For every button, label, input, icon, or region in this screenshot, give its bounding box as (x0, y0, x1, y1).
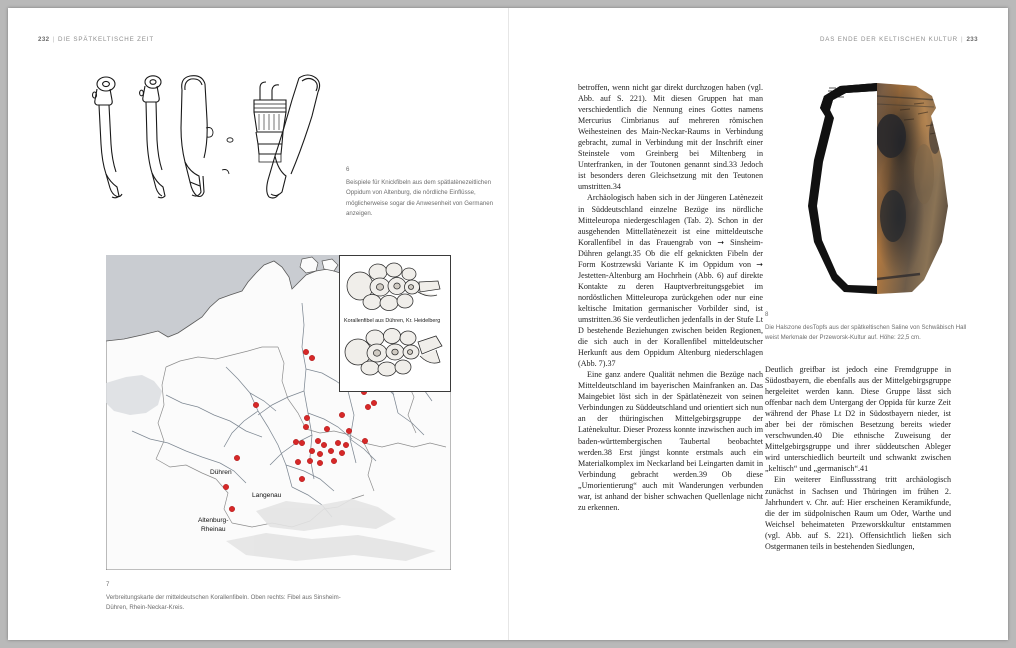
body-paragraph: Ein weiterer Einflussstrang tritt archäologisch zunächst in Sachsen und Thüringen im frühen 2. Jahrhundert v. Chr. auf: Hier erscheinen Keramikfunde, die der im südpolnischen Raum um Oder, Warthe und Weichsel beheimateten Przeworskkultur entstammen (vgl. Abb. auf S. 221). Offensichtlich ließen sich Ostgermanen teils in bestehenden Siedlungen, (765, 475, 951, 551)
map-label-duehren: Dühren (210, 469, 232, 476)
running-head-left-title: DIE SPÄTKELTISCHE ZEIT (58, 36, 154, 43)
fibula-fragments (206, 128, 233, 175)
figure-7-caption (106, 580, 341, 614)
body-paragraph: betroffen, wenn nicht gar direkt durchzogen haben (vgl. Abb. auf S. 221). Mit diesen Gruppen hat man verschiedentlich die Nennung eines Gottes namens Mercurius Cimbrianus auf mehreren römischen Weihesteinen des Main-Neckar-Raums in Verbindung gebracht, zumal in Verbindung mit der Inschrift einer Steinstele vom Greinberg bei Miltenberg in Unterfranken, in der Toutonen genannt sind.33 Jedoch ist besonders deren Gleichsetzung mit den Teutonen umstritten.34 (578, 83, 763, 192)
map-label-langenau: Langenau (252, 492, 282, 499)
figure-7-inset (339, 255, 451, 392)
running-head-right (820, 36, 978, 43)
folio-separator-left: | (52, 36, 55, 43)
body-paragraph: Archäologisch haben sich in der Jüngeren Latènezeit in Süddeutschland einzelne Bezüge ins nördliche Mitteleuropa niedergeschlagen (Tab. 2). Schon in der ausgehenden Mittellatènezeit ist eine mitteldeutsche Korallenfibel in das Frauengrab von ➞ Sinsheim-Dühren gelangt.35 Ob die elf geknickten Fibeln der Form Kostrzewski Variante K im Oppidum von ➞ Jestetten-Altenburg am Hochrhein (Abb. 6) auf direkte Kontakte zu deren Hauptverbreitungsgebiet im nordöstlichen Mitteleuropa zurückgehen oder nur eine keltische Imitation germanischer Vorbilder sind, ist umstritten.36 Sie verdeutlichen jedenfalls in der Stufe Lt D bestehende Beziehungen zwischen beiden Regionen, die sich auch in der Korallenfibel mitteldeutscher Herkunft aus dem Oppidum Altenburg niederschlagen (Abb. 7).37 (578, 193, 763, 369)
folio-right: 233 (966, 36, 978, 43)
page-gutter (508, 8, 509, 640)
figure-7-distribution-map (106, 255, 451, 570)
fibula-drawing-4 (254, 82, 286, 162)
running-head-right-title: DAS ENDE DER KELTISCHEN KULTUR (819, 36, 958, 43)
folio-separator-right: | (961, 36, 964, 43)
figure-6-number: 6 (346, 166, 350, 173)
figure-6-caption-text: Beispiele für Knickfibeln aus dem spätlatènezeitlichen Oppidum von Altenburg, die nördliche Einflüsse, möglicherweise sogar die Anwesenheit von Germanen anzeigen. (346, 178, 494, 218)
figure-7-inset-caption: Korallenfibel aus Dühren, Kr. Heidelberg (344, 318, 441, 324)
figure-8-pot (792, 74, 962, 302)
figure-6-fibula-drawings (86, 70, 326, 210)
fibula-drawing-2 (140, 76, 165, 198)
coral-brooch-top (347, 263, 440, 311)
figure-7-number: 7 (106, 581, 110, 588)
folio-left: 232 (38, 36, 50, 43)
coral-brooch-bottom (345, 329, 442, 377)
running-head-left (38, 36, 154, 43)
body-paragraph: Eine ganz andere Qualität nehmen die Bezüge nach Mitteldeutschland im bayerischen Mainfranken an. Das Maingebiet löst sich in der Spätlatènezeit von seinen Verbindungen zu Süddeutschland und orientiert sich nun an der thüringischen Mittelgebirgsgruppe der Latènekultur. Dieser Prozess konnte inzwischen auch im baden-württembergischen Taubertal beobachtet werden.38 Erst jüngst konnte erstmals auch ein Materialkomplex im Neckarland bei Leingarten damit in Verbindung gebracht werden.39 Ob diese „Umorientierung“ auch mit Wanderungen verbunden war, ist anhand der bisher schwachen Quellenlage nicht zu erkennen. (578, 370, 763, 512)
book-spread (8, 8, 1008, 640)
pot-photo-half (872, 74, 962, 302)
pot-section-half (808, 83, 877, 294)
body-column-a (578, 82, 763, 513)
body-paragraph: Deutlich greifbar ist jedoch eine Fremdgruppe in Südostbayern, die ebenfalls aus der Mittelgebirgsgruppe hergeleitet werden kann. Diese Gruppe lässt sich offenbar nach dem Untergang der Oppida für kurze Zeit während der Phase Lt D2 in Südostbayern nieder, ist aber bei der römischen Besetzung bereits wieder verschwunden.40 Die ethnische Zuweisung der Mittelgebirgsgruppe und ihrer süddeutschen Ableger wird unterschiedlich beurteilt und schwankt zwischen „keltisch“ und „germanisch“.41 (765, 365, 951, 474)
map-label-rheinau: Rheinau (201, 526, 226, 533)
figure-8-caption-text: Die Halszone desTopfs aus der spätkeltischen Saline von Schwäbisch Hall weist Merkmale der Przeworsk-Kultur auf. Höhe: 22,5 cm. (765, 323, 967, 342)
figure-8-number: 8 (765, 311, 769, 318)
pot-composite (792, 74, 962, 302)
fibula-drawing-1 (93, 77, 123, 198)
fibula-drawing-3 (181, 76, 207, 197)
figure-6-caption (346, 165, 496, 220)
fibula-drawing-5 (267, 75, 320, 198)
body-column-b (765, 364, 951, 552)
map-label-altenburg: Altenburg- (198, 517, 229, 524)
figure-8-caption (765, 310, 970, 344)
figure-7-caption-text: Verbreitungskarte der mitteldeutschen Korallenfibeln. Oben rechts: Fibel aus Sinsheim-Dühren, Rhein-Neckar-Kreis. (106, 593, 341, 612)
